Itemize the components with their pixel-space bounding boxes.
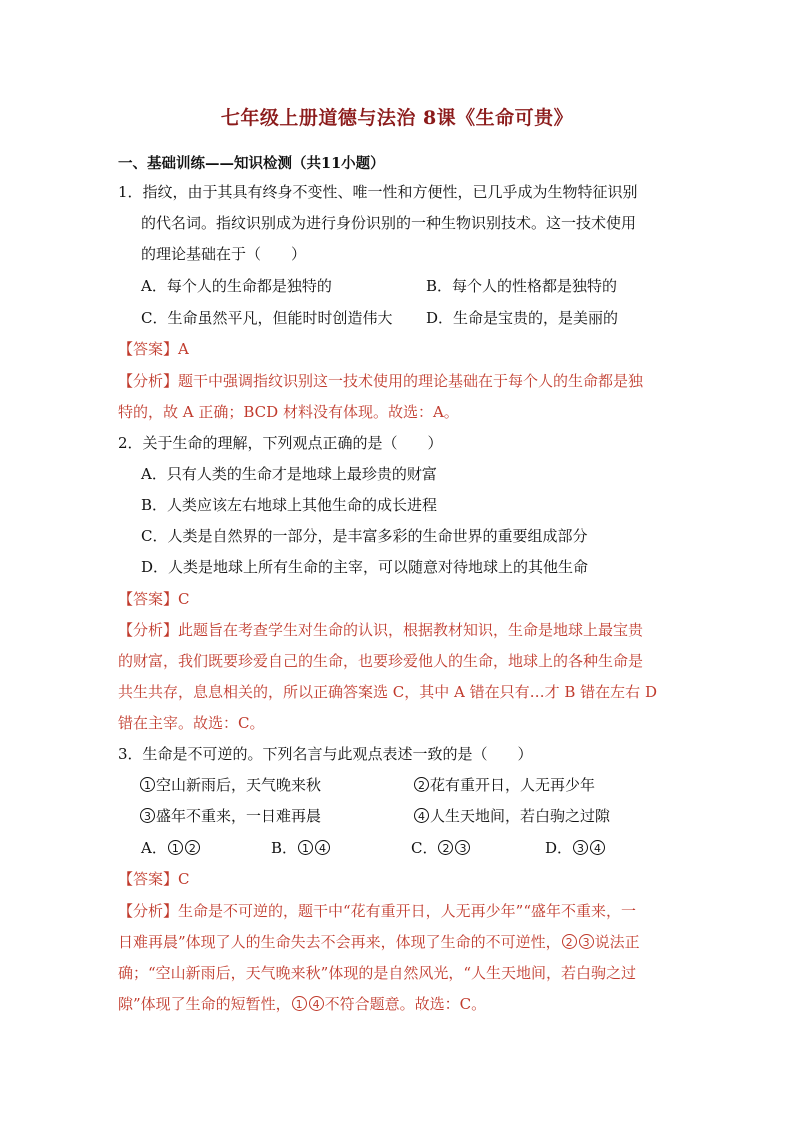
- q3-analysis-text-4a: 隙”体现了生命的短暂性，: [118, 995, 291, 1013]
- q1-answer: [118, 339, 189, 359]
- q3-item-1: [139, 775, 321, 795]
- q2-answer: [118, 589, 190, 609]
- q3-choice-b-label: B．: [271, 839, 298, 857]
- q3-choice-b: [271, 838, 331, 858]
- circled-number-2: 2: [185, 840, 200, 855]
- q3-choice-d-label: D．: [545, 839, 573, 857]
- q3-item-3: [139, 806, 321, 826]
- q3-choice-a-label: A．: [141, 839, 167, 857]
- analysis-tag: 【分析】: [118, 372, 179, 390]
- circled-number-3: 3: [140, 808, 155, 823]
- section-heading: 一、基础训练——知识检测（共11小题）: [118, 155, 385, 172]
- answer-tag: 【答案】: [118, 340, 179, 358]
- q1-stem-line-1: 1．指纹，由于其具有终身不变性、唯一性和方便性，已几乎成为生物特征识别: [118, 183, 638, 201]
- q3-analysis-text-2b: 说法正: [594, 933, 640, 951]
- q1-analysis-line-1: [118, 371, 643, 391]
- q2-analysis-line-2: 的财富，我们既要珍爱自己的生命，也要珍爱他人的生命，地球上的各种生命是: [118, 652, 644, 670]
- q2-option-d: D．人类是地球上所有生命的主宰，可以随意对待地球上的其他生命: [141, 558, 589, 576]
- q1-option-c: C．生命虽然平凡，但能时时创造伟大: [141, 309, 393, 327]
- q1-option-d: D．生命是宝贵的，是美丽的: [426, 309, 619, 327]
- circled-number-4: 4: [414, 808, 429, 823]
- circled-number-1: 1: [168, 840, 183, 855]
- q3-choice-c: [411, 838, 471, 858]
- q2-analysis-line-1: [118, 620, 643, 640]
- circled-number-2: 2: [438, 840, 453, 855]
- q2-stem: 2．关于生命的理解，下列观点正确的是（ ）: [118, 434, 443, 452]
- circled-number-2: 2: [414, 777, 429, 792]
- q3-choice-c-label: C．: [411, 839, 438, 857]
- q1-analysis-text-1: 题干中强调指纹识别这一技术使用的理论基础在于每个人的生命都是独: [178, 372, 644, 390]
- analysis-tag: 【分析】: [118, 621, 179, 639]
- q3-analysis-text-1: 生命是不可逆的，题干中“花有重开日，人无再少年”“盛年不重来，一: [178, 902, 637, 920]
- q3-item-2-text: 花有重开日，人无再少年: [430, 776, 596, 794]
- circled-number-4: 4: [315, 840, 330, 855]
- q3-analysis-text-4b: 不符合题意。故选：C。: [324, 995, 487, 1013]
- q3-item-1-text: 空山新雨后，天气晚来秋: [156, 776, 322, 794]
- q3-item-3-text: 盛年不重来，一日难再晨: [156, 807, 322, 825]
- circled-number-2: 2: [562, 934, 577, 949]
- q2-option-a: A．只有人类的生命才是地球上最珍贵的财富: [141, 465, 437, 483]
- answer-tag: 【答案】: [118, 590, 179, 608]
- q1-option-b: B．每个人的性格都是独特的: [426, 277, 618, 295]
- q3-choice-a: [141, 838, 201, 858]
- circled-number-3: 3: [579, 934, 594, 949]
- circled-number-4: 4: [590, 840, 605, 855]
- q3-answer-value: C: [178, 870, 190, 888]
- q1-option-a: A．每个人的生命都是独特的: [141, 277, 332, 295]
- circled-number-3: 3: [573, 840, 588, 855]
- page-title: 七年级上册道德与法治 8课《生命可贵》: [220, 107, 574, 129]
- q3-analysis-line-3: 确；“空山新雨后，天气晚来秋”体现的是自然风光，“人生天地间，若白驹之过: [118, 964, 637, 982]
- q3-choice-d: [545, 838, 606, 858]
- q1-stem-line-3: 的理论基础在于（ ）: [141, 245, 307, 263]
- q1-analysis-line-2: 特的，故 A 正确；BCD 材料没有体现。故选：A。: [118, 403, 459, 421]
- q3-analysis-line-4: [118, 994, 486, 1014]
- q3-stem: 3．生命是不可逆的。下列名言与此观点表述一致的是（ ）: [118, 745, 533, 763]
- q2-analysis-line-3: 共生共存，息息相关的，所以正确答案选 C，其中 A 错在只有…才 B 错在左右 D: [118, 683, 657, 701]
- answer-tag: 【答案】: [118, 870, 179, 888]
- q2-answer-value: C: [178, 590, 190, 608]
- q2-analysis-line-4: 错在主宰。故选：C。: [118, 714, 265, 732]
- q2-analysis-text-1: 此题旨在考查学生对生命的认识，根据教材知识，生命是地球上最宝贵: [178, 621, 644, 639]
- q3-item-4: [413, 806, 610, 826]
- q3-answer: [118, 869, 190, 889]
- circled-number-4: 4: [309, 996, 324, 1011]
- circled-number-3: 3: [455, 840, 470, 855]
- q1-answer-value: A: [178, 340, 189, 358]
- q3-item-2: [413, 775, 595, 795]
- q1-stem-line-2: 的代名词。指纹识别成为进行身份识别的一种生物识别技术。这一技术使用: [141, 214, 637, 232]
- q3-analysis-text-2a: 日难再晨”体现了人的生命失去不会再来，体现了生命的不可逆性，: [118, 933, 561, 951]
- circled-number-1: 1: [298, 840, 313, 855]
- q3-analysis-line-1: [118, 901, 636, 921]
- q2-option-b: B．人类应该左右地球上其他生命的成长进程: [141, 496, 438, 514]
- q2-option-c: C．人类是自然界的一部分，是丰富多彩的生命世界的重要组成部分: [141, 527, 588, 545]
- analysis-tag: 【分析】: [118, 902, 179, 920]
- circled-number-1: 1: [140, 777, 155, 792]
- circled-number-1: 1: [292, 996, 307, 1011]
- q3-analysis-line-2: [118, 932, 640, 952]
- q3-item-4-text: 人生天地间，若白驹之过隙: [430, 807, 611, 825]
